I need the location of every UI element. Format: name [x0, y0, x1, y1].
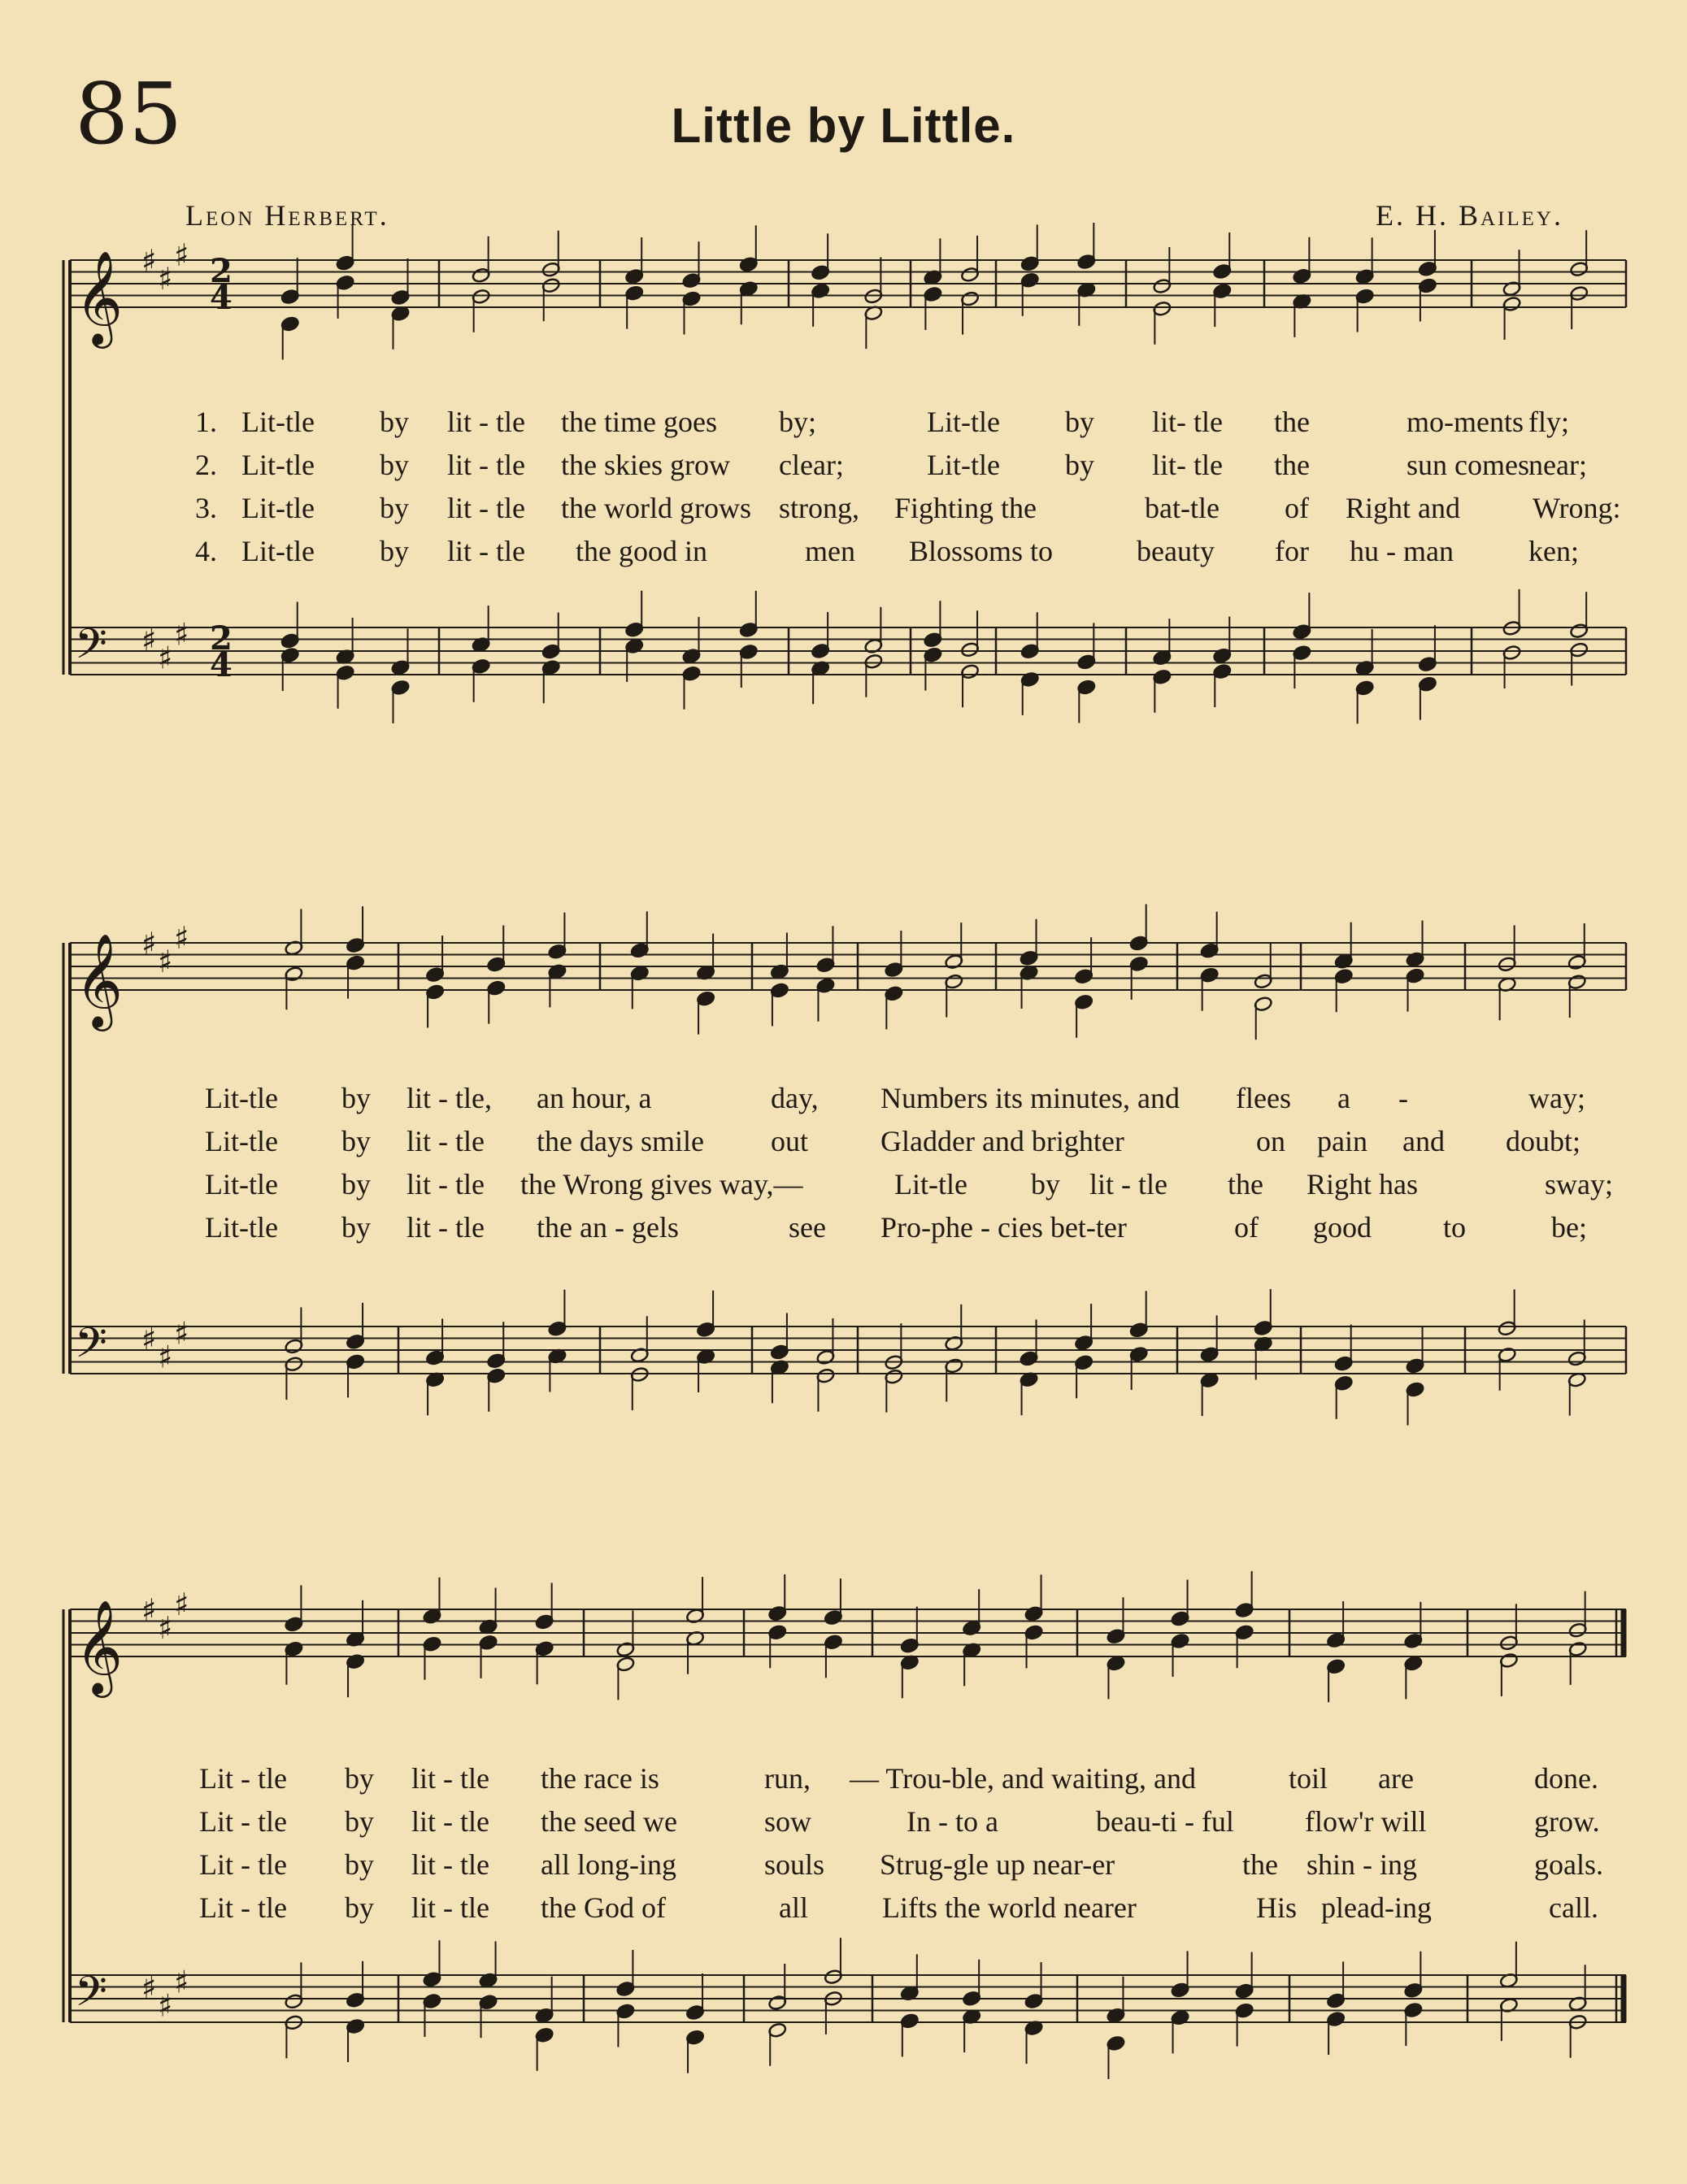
lyric-syllable: the God of	[541, 1891, 666, 1924]
lyric-syllable: Lit-tle	[205, 1211, 278, 1244]
lyric-syllable: by	[1065, 406, 1094, 438]
lyric-syllable: lit - tle	[411, 1805, 489, 1838]
lyric-syllable: by	[380, 492, 409, 524]
lyric-syllable: Lit - tle	[199, 1848, 287, 1881]
lyric-syllable: -	[1398, 1082, 1408, 1114]
verse-number: 4.	[195, 535, 217, 567]
lyric-syllable: Lit-tle	[894, 1168, 967, 1201]
lyric-syllable: the days smile	[537, 1125, 704, 1157]
lyric-syllable: Pro-phe - cies bet-ter	[880, 1211, 1127, 1244]
lyric-syllable: the	[1228, 1168, 1263, 1201]
time-signature-bottom: 4	[210, 646, 233, 684]
lyric-syllable: by	[345, 1805, 374, 1838]
lyric-syllable: Lit-tle	[927, 406, 1000, 438]
lyric-syllable: shin - ing	[1307, 1848, 1418, 1881]
lyric-line	[0, 1847, 1687, 1888]
lyric-syllable: Lit-tle	[241, 492, 315, 524]
lyric-syllable: and	[1402, 1125, 1445, 1157]
lyric-syllable: pain	[1317, 1125, 1367, 1157]
lyric-syllable: lit - tle	[411, 1848, 489, 1881]
lyric-syllable: the	[1274, 449, 1310, 481]
verse-number: 3.	[195, 492, 217, 524]
lyric-line	[0, 405, 1687, 445]
lyric-syllable: plead-ing	[1321, 1891, 1432, 1924]
lyric-syllable: Lit-tle	[205, 1168, 278, 1201]
lyric-syllable: Strug-gle up near-er	[880, 1848, 1115, 1881]
lyric-syllable: Lit-tle	[241, 535, 315, 567]
lyric-syllable: lit - tle	[407, 1125, 485, 1157]
sharp-key-signature-icon: ♯	[158, 640, 173, 676]
sharp-key-signature-icon: ♯	[174, 1315, 189, 1352]
sharp-key-signature-icon: ♯	[158, 1339, 173, 1375]
lyric-syllable: the world grows	[561, 492, 751, 524]
lyric-syllable: strong,	[779, 492, 859, 524]
lyric-syllable: by	[341, 1125, 371, 1157]
treble-clef-icon: 𝄞	[75, 932, 124, 1027]
lyric-syllable: the Wrong gives way,—	[520, 1168, 803, 1201]
lyric-syllable: sow	[764, 1805, 812, 1838]
lyric-syllable: Gladder and brighter	[880, 1125, 1124, 1157]
bass-clef-icon: 𝄢	[75, 1318, 107, 1378]
lyric-syllable: by	[341, 1082, 371, 1114]
lyric-line	[0, 1081, 1687, 1122]
lyric-syllable: by	[345, 1848, 374, 1881]
lyric-syllable: Lit-tle	[241, 406, 315, 438]
lyric-syllable: men	[805, 535, 855, 567]
sharp-key-signature-icon: ♯	[158, 1609, 173, 1646]
sharp-key-signature-icon: ♯	[174, 1586, 189, 1622]
lyric-syllable: lit - tle,	[407, 1082, 492, 1114]
lyric-syllable: by	[380, 535, 409, 567]
lyric-syllable: lit - tle	[1089, 1168, 1167, 1201]
lyric-syllable: lit - tle	[447, 492, 525, 524]
lyric-syllable: Right has	[1307, 1168, 1419, 1201]
lyric-syllable: done.	[1534, 1762, 1598, 1795]
sharp-key-signature-icon: ♯	[158, 1987, 173, 2024]
lyric-syllable: flow'r will	[1305, 1805, 1427, 1838]
lyric-syllable: lit- tle	[1152, 449, 1223, 481]
lyric-syllable: the good in	[576, 535, 707, 567]
lyric-syllable: good	[1313, 1211, 1372, 1244]
sharp-key-signature-icon: ♯	[158, 943, 173, 979]
lyric-syllable: the seed we	[541, 1805, 677, 1838]
lyric-syllable: an hour, a	[537, 1082, 652, 1114]
lyric-syllable: run,	[764, 1762, 811, 1795]
lyric-syllable: lit - tle	[407, 1168, 485, 1201]
lyric-syllable: Lifts the world nearer	[882, 1891, 1137, 1924]
lyric-syllable: day,	[771, 1082, 819, 1114]
sharp-key-signature-icon: ♯	[174, 919, 189, 956]
bass-clef-icon: 𝄢	[75, 1966, 107, 2026]
lyric-syllable: grow.	[1534, 1805, 1600, 1838]
lyric-line	[0, 1804, 1687, 1845]
lyric-syllable: Lit-tle	[927, 449, 1000, 481]
lyric-syllable: goals.	[1534, 1848, 1603, 1881]
lyric-syllable: sun comes	[1407, 449, 1529, 481]
lyric-syllable: ken;	[1528, 535, 1579, 567]
lyric-syllable: of	[1234, 1211, 1259, 1244]
sharp-key-signature-icon: ♯	[174, 237, 189, 273]
lyric-syllable: the an - gels	[537, 1211, 679, 1244]
sharp-key-signature-icon: ♯	[141, 926, 157, 962]
sharp-key-signature-icon: ♯	[141, 243, 157, 279]
lyric-syllable: Wrong:	[1533, 492, 1621, 524]
lyricist-credit: Leon Herbert.	[185, 199, 389, 232]
lyric-syllable: be;	[1551, 1211, 1587, 1244]
lyric-line	[0, 1891, 1687, 1931]
time-signature-bottom: 4	[210, 279, 233, 317]
lyric-syllable: bat-tle	[1145, 492, 1220, 524]
lyric-syllable: by	[380, 406, 409, 438]
lyric-syllable: His	[1256, 1891, 1298, 1924]
hymn-title: Little by Little.	[671, 98, 1016, 153]
lyric-syllable: mo-ments	[1407, 406, 1524, 438]
time-signature-top: 2	[210, 252, 233, 290]
lyric-line	[0, 534, 1687, 575]
lyric-syllable: flees	[1236, 1082, 1291, 1114]
lyric-syllable: Blossoms to	[909, 535, 1054, 567]
lyric-syllable: the	[1274, 406, 1310, 438]
lyric-syllable: by	[341, 1211, 371, 1244]
lyric-syllable: Right and	[1346, 492, 1460, 524]
lyric-syllable: for	[1275, 535, 1309, 567]
lyric-syllable: on	[1256, 1125, 1285, 1157]
lyric-line	[0, 1210, 1687, 1251]
lyric-syllable: beau-ti - ful	[1096, 1805, 1234, 1838]
lyric-syllable: lit - tle	[411, 1891, 489, 1924]
lyric-syllable: see	[789, 1211, 826, 1244]
verse-number: 1.	[195, 406, 217, 438]
lyric-line	[0, 1124, 1687, 1165]
sharp-key-signature-icon: ♯	[141, 1321, 157, 1357]
lyric-syllable: lit - tle	[447, 449, 525, 481]
lyric-syllable: Lit - tle	[199, 1891, 287, 1924]
lyric-syllable: Lit - tle	[199, 1762, 287, 1795]
lyric-syllable: all	[779, 1891, 808, 1924]
sharp-key-signature-icon: ♯	[141, 622, 157, 658]
lyric-syllable: Numbers its minutes, and	[880, 1082, 1180, 1114]
lyric-syllable: all long-ing	[541, 1848, 676, 1881]
lyric-syllable: lit - tle	[447, 406, 525, 438]
verse-number: 2.	[195, 449, 217, 481]
lyric-syllable: by	[380, 449, 409, 481]
lyric-syllable: In - to a	[907, 1805, 998, 1838]
sharp-key-signature-icon: ♯	[141, 1969, 157, 2006]
lyric-syllable: fly;	[1528, 406, 1569, 438]
lyric-syllable: a	[1337, 1082, 1350, 1114]
lyric-syllable: lit - tle	[447, 535, 525, 567]
lyric-line	[0, 448, 1687, 488]
lyric-syllable: Lit - tle	[199, 1805, 287, 1838]
lyric-syllable: Lit-tle	[205, 1082, 278, 1114]
lyric-syllable: by	[345, 1762, 374, 1795]
lyric-syllable: the	[1242, 1848, 1278, 1881]
lyric-syllable: by	[1031, 1168, 1060, 1201]
time-signature-top: 2	[210, 619, 233, 658]
lyric-syllable: Lit-tle	[241, 449, 315, 481]
lyric-syllable: Fighting the	[894, 492, 1037, 524]
lyric-line	[0, 1761, 1687, 1802]
lyric-syllable: by	[341, 1168, 371, 1201]
bass-clef-icon: 𝄢	[75, 619, 107, 679]
lyric-syllable: out	[771, 1125, 809, 1157]
lyric-syllable: to	[1443, 1211, 1467, 1244]
sharp-key-signature-icon: ♯	[174, 616, 189, 653]
lyric-syllable: by;	[779, 406, 817, 438]
lyric-syllable: lit- tle	[1152, 406, 1223, 438]
sharp-key-signature-icon: ♯	[141, 1592, 157, 1628]
lyric-syllable: the race is	[541, 1762, 659, 1795]
lyric-line	[0, 491, 1687, 532]
composer-credit: E. H. Bailey.	[1376, 199, 1563, 232]
lyric-syllable: the skies grow	[561, 449, 730, 481]
lyric-syllable: toil	[1289, 1762, 1328, 1795]
lyric-syllable: doubt;	[1506, 1125, 1581, 1157]
lyric-syllable: by	[1065, 449, 1094, 481]
lyric-syllable: souls	[764, 1848, 825, 1881]
lyric-syllable: beauty	[1137, 535, 1215, 567]
lyric-syllable: are	[1378, 1762, 1414, 1795]
lyric-syllable: lit - tle	[411, 1762, 489, 1795]
hymn-number: 85	[75, 64, 183, 163]
lyric-syllable: Lit-tle	[205, 1125, 278, 1157]
lyric-syllable: near;	[1528, 449, 1587, 481]
lyric-syllable: the time goes	[561, 406, 717, 438]
treble-clef-icon: 𝄞	[75, 250, 124, 345]
lyric-syllable: of	[1285, 492, 1309, 524]
sharp-key-signature-icon: ♯	[174, 1964, 189, 2000]
lyric-syllable: by	[345, 1891, 374, 1924]
lyric-syllable: hu - man	[1350, 535, 1454, 567]
lyric-line	[0, 1167, 1687, 1208]
lyric-syllable: call.	[1549, 1891, 1598, 1924]
lyric-syllable: lit - tle	[407, 1211, 485, 1244]
sharp-key-signature-icon: ♯	[158, 260, 173, 297]
lyric-syllable: way;	[1528, 1082, 1585, 1114]
treble-clef-icon: 𝄞	[75, 1599, 124, 1694]
lyric-syllable: — Trou-ble, and waiting, and	[850, 1762, 1196, 1795]
lyric-syllable: clear;	[779, 449, 844, 481]
lyric-syllable: sway;	[1545, 1168, 1613, 1201]
